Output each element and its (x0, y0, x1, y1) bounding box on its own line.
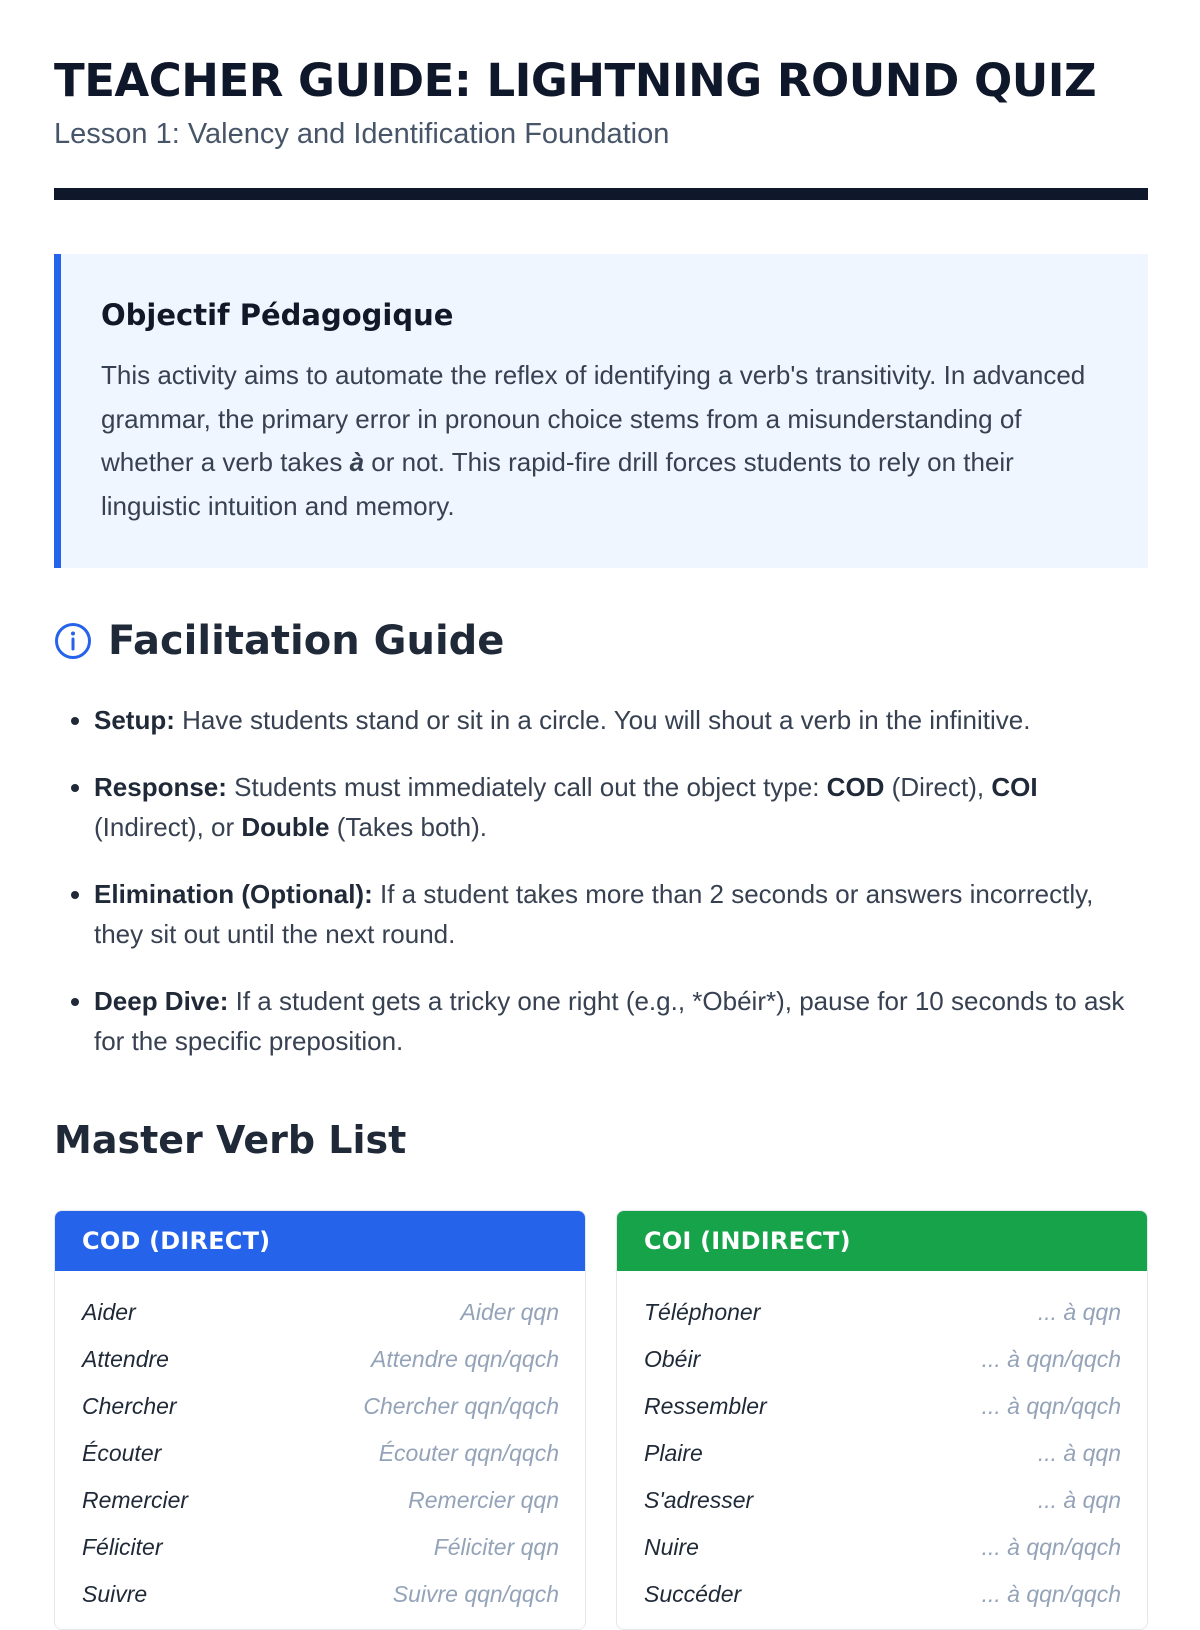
guide-item-double: Double (241, 812, 330, 842)
verb-row (644, 1571, 1121, 1618)
guide-item-coi: COI (991, 772, 1038, 802)
verb-row (82, 1336, 559, 1383)
verb-usage: Chercher qqn/qqch (363, 1393, 559, 1419)
verb-name: Remercier (82, 1487, 189, 1513)
verb-row (644, 1289, 1121, 1336)
verb-row (644, 1336, 1121, 1383)
objective-text-before: This activity aims to automate the reflex of identifying a verb's transitivity. In advanced grammar, the primary error in pronoun choice stems from a misunderstanding of whether a verb takes (101, 360, 1086, 477)
verb-usage: Remercier qqn (408, 1487, 559, 1513)
verb-name: Nuire (644, 1534, 699, 1560)
cod-card-header: COD (DIRECT) (55, 1211, 585, 1271)
verb-name: Féliciter (82, 1534, 163, 1560)
guide-item-text: (Indirect), or (94, 812, 242, 842)
verb-usage: Aider qqn (460, 1299, 559, 1325)
verb-name: Obéir (644, 1346, 701, 1372)
objective-callout (54, 254, 1148, 568)
objective-heading: Objectif Pédagogique (101, 298, 454, 332)
guide-item-label: Setup: (94, 705, 175, 735)
objective-preposition: à (349, 447, 365, 477)
coi-verb-list (617, 1271, 1147, 1618)
verb-row (82, 1289, 559, 1336)
guide-item-cod: COD (826, 772, 885, 802)
cod-card (54, 1210, 586, 1630)
verb-name: Suivre (82, 1581, 148, 1607)
info-icon (54, 622, 92, 660)
verb-usage: ... à qqn (1037, 1440, 1121, 1466)
guide-item-text: Have students stand or sit in a circle. You will shout a verb in the infinitive. (174, 705, 1031, 735)
guide-item-text: If a student gets a tricky one right (e.g., *Obéir*), pause for 10 seconds to ask for the specific preposition. (94, 986, 1125, 1056)
verb-usage: ... à qqn (1037, 1487, 1121, 1513)
verb-row (644, 1524, 1121, 1571)
verb-name: Attendre (82, 1346, 169, 1372)
facilitation-heading-text: Facilitation Guide (108, 618, 505, 664)
verb-usage: Écouter qqn/qqch (378, 1440, 559, 1466)
facilitation-list (54, 700, 1148, 1088)
guide-item-text: Students must immediately call out the object type: (226, 772, 827, 802)
objective-text (101, 354, 1108, 528)
verb-usage: ... à qqn/qqch (981, 1581, 1121, 1607)
coi-card-header: COI (INDIRECT) (617, 1211, 1147, 1271)
verb-name: Ressembler (644, 1393, 767, 1419)
verb-row (82, 1430, 559, 1477)
verb-row (82, 1524, 559, 1571)
objective-text-after: or not. This rapid-fire drill forces students to rely on their linguistic intuition and memory. (101, 447, 1014, 521)
verb-name: Chercher (82, 1393, 177, 1419)
guide-item-label: Response: (94, 772, 227, 802)
guide-item-label: Deep Dive: (94, 986, 229, 1016)
guide-item-text: (Takes both). (329, 812, 487, 842)
guide-item-deep-dive (94, 981, 1148, 1061)
verb-name: Écouter (82, 1440, 162, 1466)
page-subtitle: Lesson 1: Valency and Identification Foundation (54, 118, 670, 150)
guide-item-setup (94, 700, 1148, 740)
guide-item-label: Elimination (Optional): (94, 879, 373, 909)
verb-name: S'adresser (644, 1487, 754, 1513)
page-title: TEACHER GUIDE: LIGHTNING ROUND QUIZ (54, 54, 1097, 107)
verb-row (644, 1477, 1121, 1524)
verb-row (82, 1383, 559, 1430)
verb-row (644, 1383, 1121, 1430)
verb-usage: ... à qqn (1037, 1299, 1121, 1325)
verb-usage: Féliciter qqn (433, 1534, 559, 1560)
verb-row (644, 1430, 1121, 1477)
verb-name: Téléphoner (644, 1299, 761, 1325)
guide-item-elimination (94, 874, 1148, 954)
verb-name: Succéder (644, 1581, 742, 1607)
guide-item-response (94, 767, 1148, 847)
verb-usage: Attendre qqn/qqch (371, 1346, 559, 1372)
guide-item-text: If a student takes more than 2 seconds or answers incorrectly, they sit out until the next round. (94, 879, 1094, 949)
verb-name: Aider (82, 1299, 136, 1325)
verb-usage: Suivre qqn/qqch (392, 1581, 559, 1607)
verb-row (82, 1477, 559, 1524)
verb-row (82, 1571, 559, 1618)
verb-usage: ... à qqn/qqch (981, 1346, 1121, 1372)
verb-list-heading: Master Verb List (54, 1118, 407, 1162)
title-divider (54, 188, 1148, 200)
verb-name: Plaire (644, 1440, 703, 1466)
guide-item-text: (Direct), (884, 772, 992, 802)
cod-verb-list (55, 1271, 585, 1618)
facilitation-heading (54, 618, 504, 664)
coi-card (616, 1210, 1148, 1630)
verb-usage: ... à qqn/qqch (981, 1393, 1121, 1419)
verb-usage: ... à qqn/qqch (981, 1534, 1121, 1560)
